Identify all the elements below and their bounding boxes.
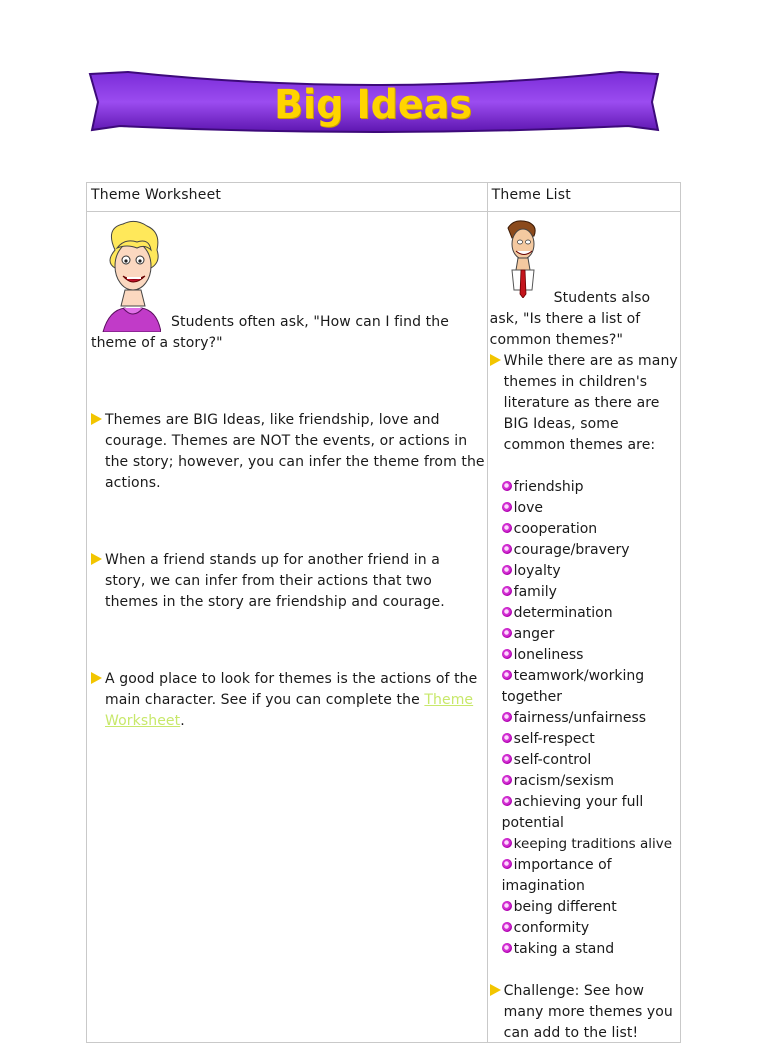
list-item: courage/bravery [502, 540, 682, 561]
swirl-bullet-icon [502, 922, 512, 932]
swirl-bullet-icon [502, 901, 512, 911]
header-theme-list: Theme List [487, 183, 680, 212]
swirl-bullet-icon [502, 628, 512, 638]
left-column [87, 212, 488, 1043]
swirl-bullet-icon [502, 670, 512, 680]
arrow-bullet-icon [490, 354, 501, 366]
list-item: cooperation [502, 519, 682, 540]
left-intro-text: Students often ask, "How can I find the theme of a story?" [91, 314, 449, 351]
paragraph-themes-big-ideas: Themes are BIG Ideas, like friendship, love and courage. Themes are NOT the events, or actions in the story; however, you can infer the theme from the actions. [91, 410, 483, 431]
right-lead-paragraph: While there are as many themes in children's literature as there are BIG Ideas, some common themes are: [490, 351, 680, 372]
list-item: conformity [502, 918, 682, 939]
list-item: taking a stand [502, 939, 682, 960]
content-table [86, 182, 681, 1043]
list-item: anger [502, 624, 682, 645]
page-title: Big Ideas [274, 82, 472, 128]
swirl-bullet-icon [502, 712, 512, 722]
right-intro-text: Students also ask, "Is there a list of common themes?" [489, 290, 651, 348]
swirl-bullet-icon [502, 649, 512, 659]
list-item: achieving your full potential [501, 794, 644, 831]
header-theme-worksheet: Theme Worksheet [87, 183, 488, 212]
swirl-bullet-icon [502, 775, 512, 785]
paragraph-friend-stands-up: When a friend stands up for another friend in a story, we can infer from their actions that two themes in the story are friendship and courage. [91, 550, 483, 571]
arrow-bullet-icon [91, 553, 102, 565]
list-item: keeping traditions alive [502, 834, 682, 855]
list-item: self-respect [502, 729, 682, 750]
arrow-bullet-icon [490, 984, 501, 996]
theme-worksheet-link[interactable]: Theme Worksheet [105, 692, 474, 729]
list-item: self-control [502, 750, 682, 771]
swirl-bullet-icon [502, 544, 512, 554]
arrow-bullet-icon [91, 413, 102, 425]
list-item: friendship [502, 477, 682, 498]
list-item: fairness/unfairness [502, 708, 682, 729]
swirl-bullet-icon [502, 607, 512, 617]
arrow-bullet-icon [91, 672, 102, 684]
theme-list [502, 477, 682, 960]
list-item: loneliness [502, 645, 682, 666]
swirl-bullet-icon [502, 481, 512, 491]
list-item: being different [502, 897, 682, 918]
swirl-bullet-icon [502, 859, 512, 869]
challenge-paragraph: Challenge: See how many more themes you can add to the list! [490, 981, 680, 1002]
swirl-bullet-icon [502, 733, 512, 743]
swirl-bullet-icon [502, 796, 512, 806]
swirl-bullet-icon [502, 502, 512, 512]
swirl-bullet-icon [502, 754, 512, 764]
swirl-bullet-icon [502, 943, 512, 953]
list-item: determination [502, 603, 682, 624]
list-item: importance of imagination [501, 857, 612, 894]
list-item: racism/sexism [502, 771, 682, 792]
swirl-bullet-icon [502, 838, 512, 848]
list-item: family [502, 582, 682, 603]
swirl-bullet-icon [502, 523, 512, 533]
paragraph-good-place: A good place to look for themes is the actions of the main character. See if you can complete the Theme Worksheet. [91, 669, 483, 690]
right-column [487, 212, 680, 1043]
list-item: loyalty [502, 561, 682, 582]
list-item: love [502, 498, 682, 519]
swirl-bullet-icon [502, 565, 512, 575]
man-clipart-image [498, 218, 544, 298]
list-item: teamwork/working together [501, 668, 645, 705]
swirl-bullet-icon [502, 586, 512, 596]
